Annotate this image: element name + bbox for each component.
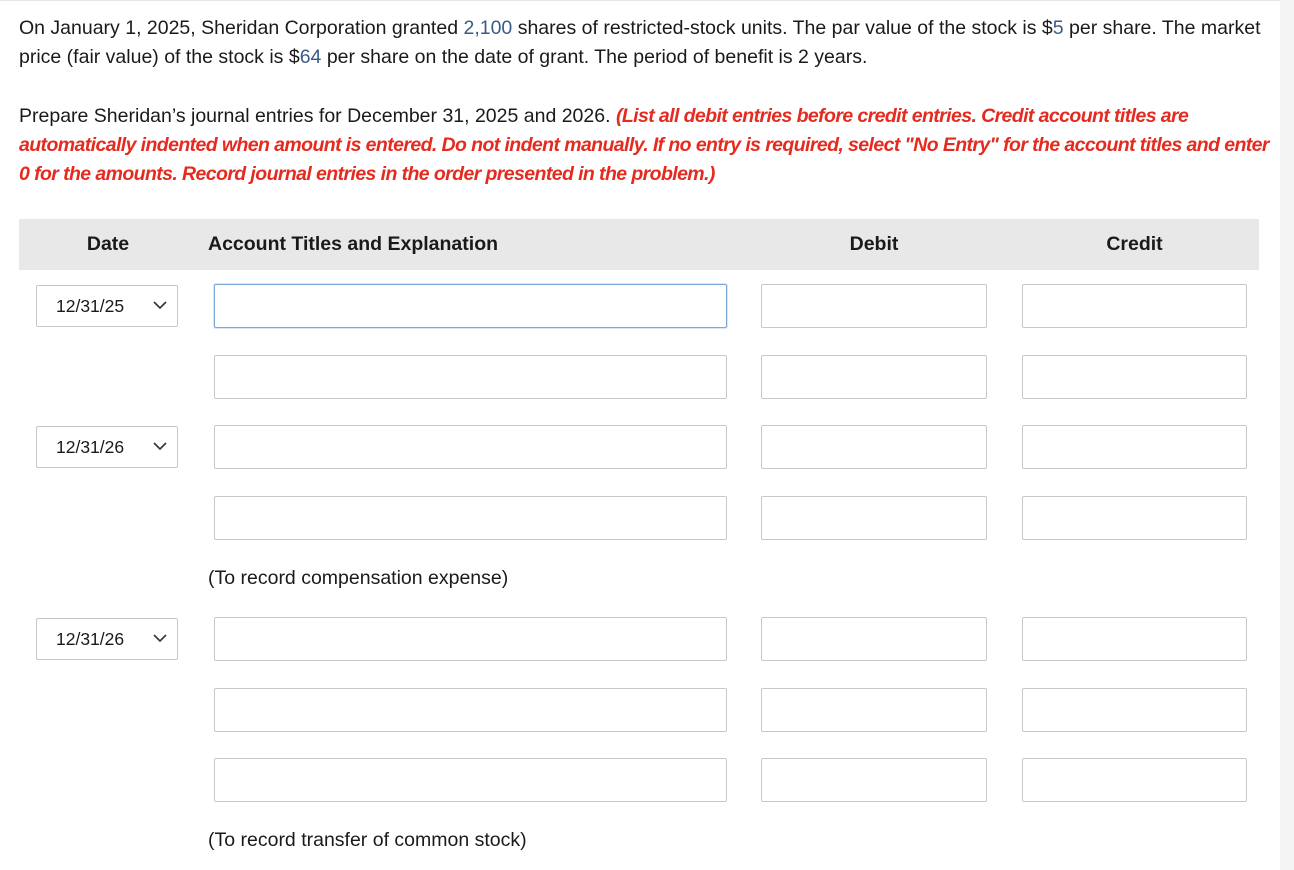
debit-input[interactable] xyxy=(761,688,987,732)
date-dropdown[interactable] xyxy=(36,285,178,327)
debit-input[interactable] xyxy=(761,758,987,802)
account-title-input[interactable] xyxy=(214,425,727,469)
date-dropdown[interactable] xyxy=(36,618,178,660)
header-account-titles: Account Titles and Explanation xyxy=(208,233,499,255)
debit-input[interactable] xyxy=(761,355,987,399)
header-date: Date xyxy=(86,233,130,255)
table-header xyxy=(19,219,1259,270)
entry-explanation: (To record compensation expense) xyxy=(208,567,509,589)
instructions-warning: (List all debit entries before credit entries. Credit account titles are automatically indented when amount is entered. Do not indent manually. If no entry is required, select "No Entry" for the account titles and enter 0 for the amounts. Record journal entries in the order presented in the problem.) xyxy=(19,105,1269,185)
problem-text: shares of restricted-stock units. The par value of the stock is $ xyxy=(512,17,1053,39)
chevron-down-icon xyxy=(153,300,167,310)
header-credit: Credit xyxy=(1106,233,1163,255)
scrollbar-track[interactable] xyxy=(1280,0,1294,870)
par-value: 5 xyxy=(1052,17,1064,39)
instructions xyxy=(19,102,1274,189)
entry-explanation: (To record transfer of common stock) xyxy=(208,829,527,851)
credit-input[interactable] xyxy=(1022,688,1247,732)
account-title-input[interactable] xyxy=(214,758,727,802)
problem-text: per share on the date of grant. The period of benefit is 2 years. xyxy=(321,46,868,68)
account-title-input[interactable] xyxy=(214,617,727,661)
credit-input[interactable] xyxy=(1022,617,1247,661)
chevron-down-icon xyxy=(153,633,167,643)
credit-input[interactable] xyxy=(1022,758,1247,802)
date-dropdown-value: 12/31/25 xyxy=(56,296,125,316)
account-title-input[interactable] xyxy=(214,496,727,540)
top-border xyxy=(0,0,1280,1)
credit-input[interactable] xyxy=(1022,496,1247,540)
chevron-down-icon xyxy=(153,441,167,451)
debit-input[interactable] xyxy=(761,425,987,469)
debit-input[interactable] xyxy=(761,617,987,661)
problem-text: On January 1, 2025, Sheridan Corporation granted xyxy=(19,17,464,39)
account-title-input[interactable] xyxy=(214,284,727,328)
date-dropdown-value: 12/31/26 xyxy=(56,629,125,649)
shares-value: 2,100 xyxy=(463,17,513,39)
date-dropdown-value: 12/31/26 xyxy=(56,437,125,457)
debit-input[interactable] xyxy=(761,496,987,540)
credit-input[interactable] xyxy=(1022,284,1247,328)
market-price-value: 64 xyxy=(299,46,322,68)
header-debit: Debit xyxy=(849,233,899,255)
problem-statement xyxy=(19,14,1269,72)
credit-input[interactable] xyxy=(1022,425,1247,469)
account-title-input[interactable] xyxy=(214,355,727,399)
credit-input[interactable] xyxy=(1022,355,1247,399)
debit-input[interactable] xyxy=(761,284,987,328)
instructions-text: Prepare Sheridan’s journal entries for December 31, 2025 and 2026. xyxy=(19,105,616,127)
date-dropdown[interactable] xyxy=(36,426,178,468)
account-title-input[interactable] xyxy=(214,688,727,732)
problem-text: per share. The market price (fair value) of the stock is $ xyxy=(19,17,1261,68)
